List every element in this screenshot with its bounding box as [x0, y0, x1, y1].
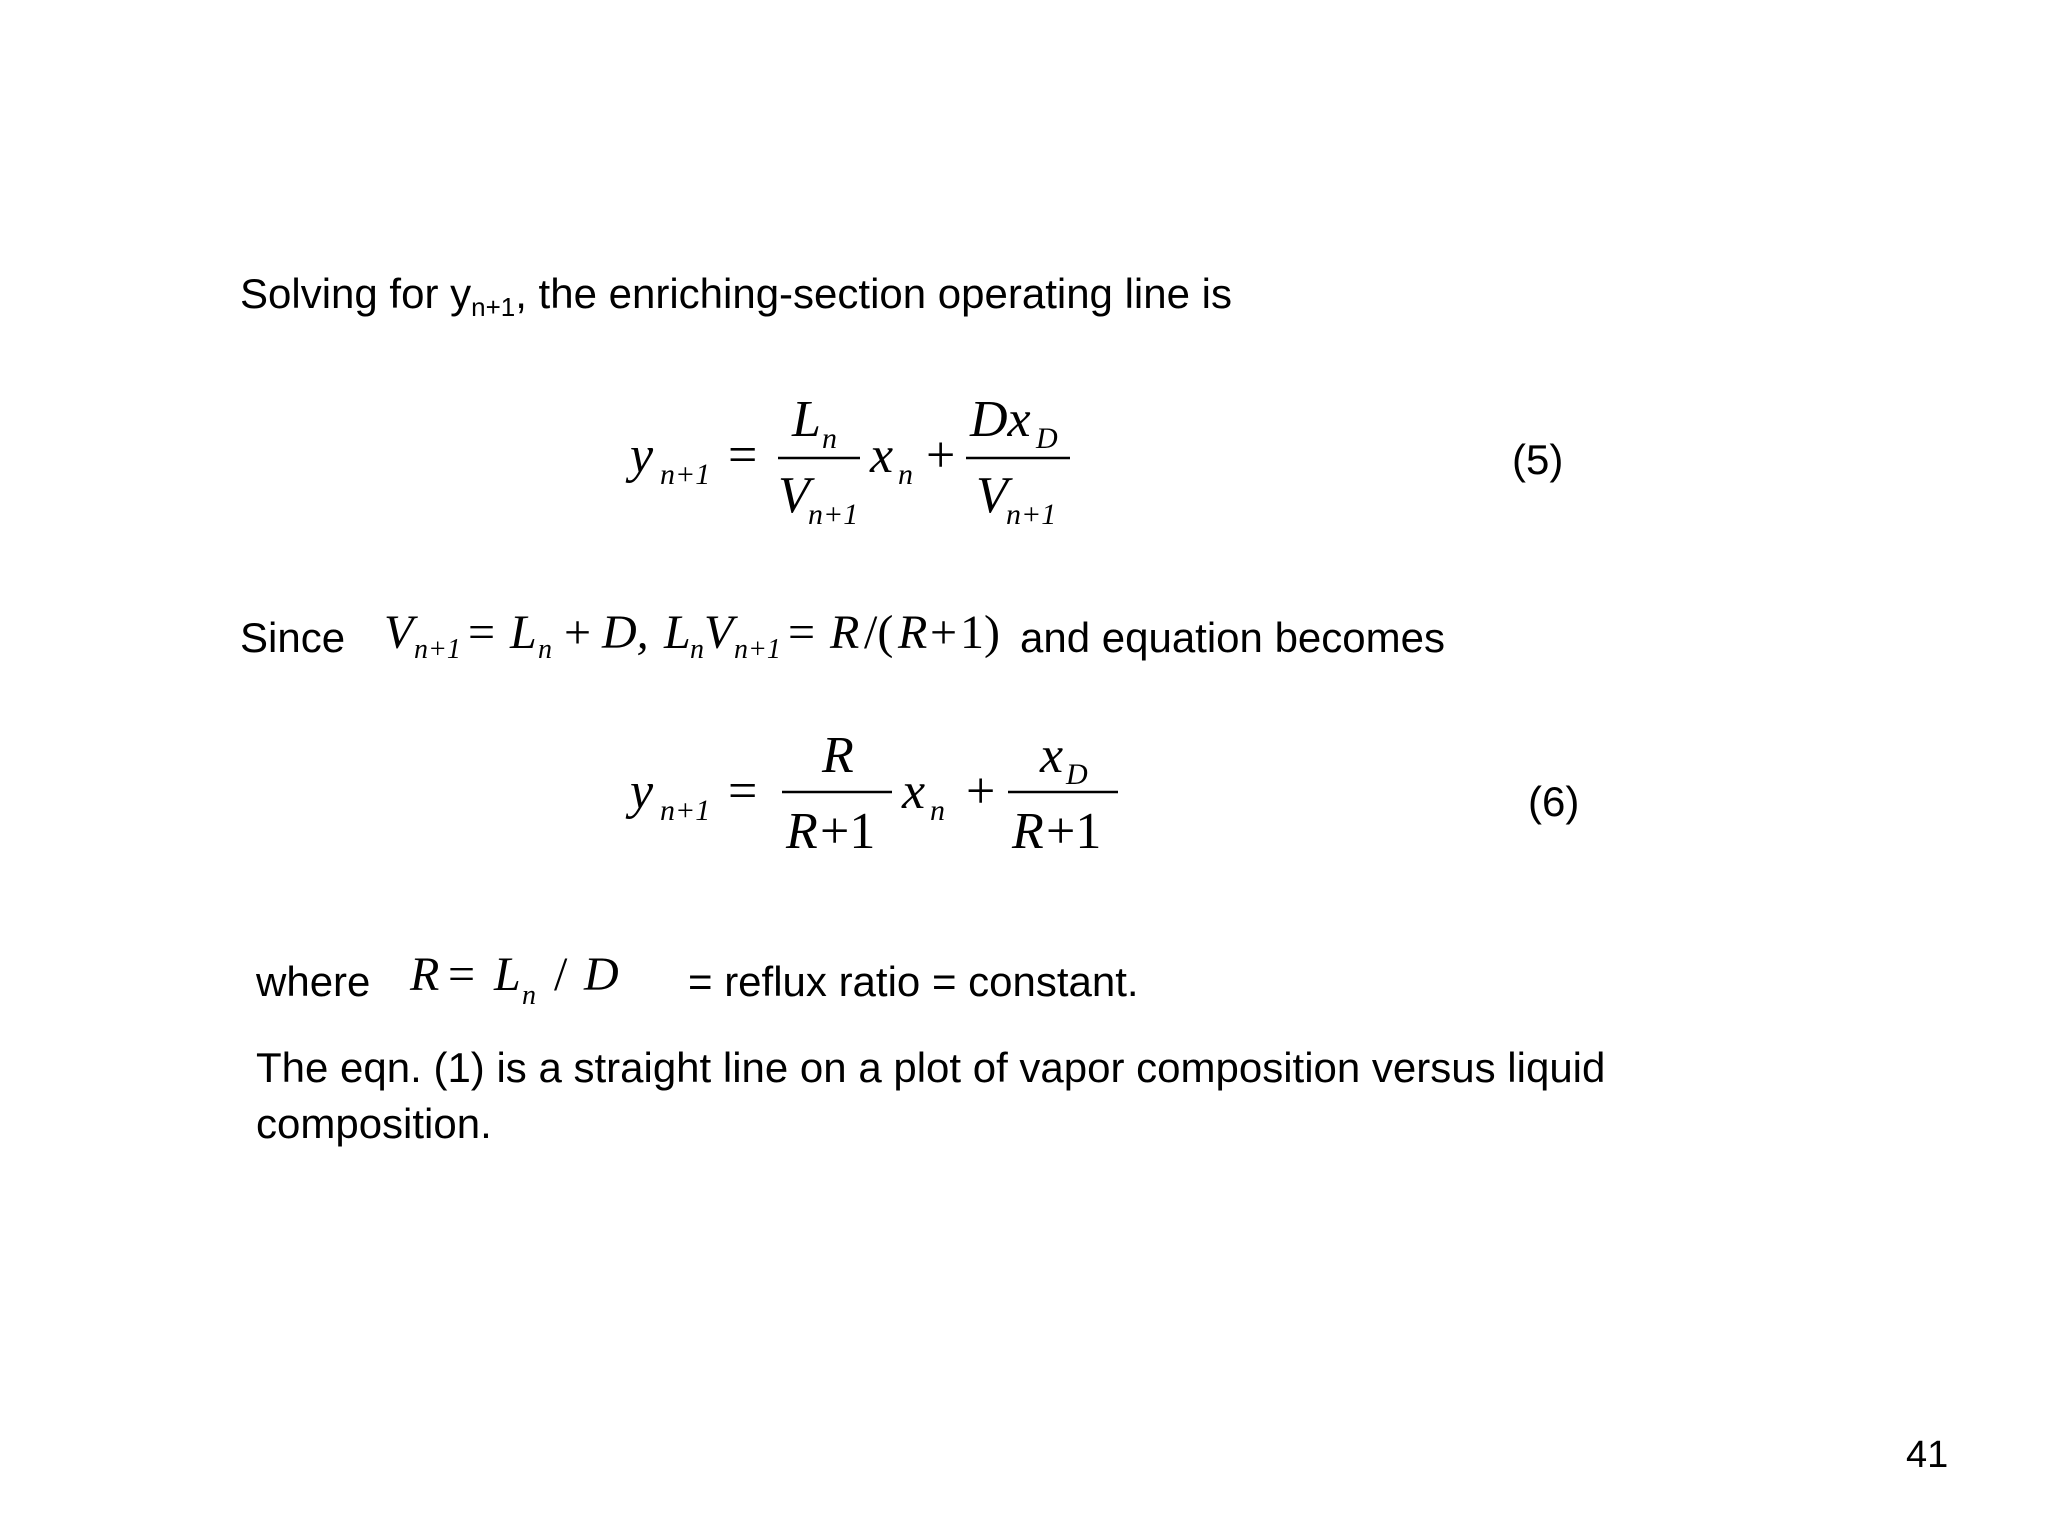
intro-text-after: , the enriching-section operating line is	[515, 270, 1232, 317]
where-d: D	[584, 948, 619, 1001]
eq5-frac1-den-var: V	[778, 467, 810, 524]
eq6-mid-sub: n	[930, 794, 945, 827]
intro-subscript: n+1	[471, 292, 516, 322]
eq5-frac2-den-var: V	[976, 467, 1008, 524]
eq5-plus: +	[926, 427, 956, 484]
eq5-mid-var: x	[870, 427, 894, 484]
since-l: L	[510, 606, 537, 659]
where-text-after: = reflux ratio = constant.	[688, 958, 1139, 1005]
since-equation	[384, 596, 1024, 676]
page-number: 41	[1906, 1434, 1949, 1476]
eq5-lhs-sub: n+1	[660, 458, 711, 491]
since-plus-2: +	[930, 606, 958, 659]
since-one-paren: 1)	[960, 606, 1000, 659]
eq6-frac2-num-sub: D	[1066, 758, 1088, 791]
where-equation	[410, 938, 670, 1018]
since-text-after: and equation becomes	[1020, 614, 1445, 661]
since-v-sub: n+1	[414, 634, 461, 665]
since-v2: V	[704, 606, 734, 659]
since-slash-paren: /(	[864, 606, 894, 659]
eq5-mid-sub: n	[898, 458, 913, 491]
eq5-frac1-num-sub: n	[822, 422, 837, 455]
eq6-number: (6)	[1528, 778, 1580, 825]
since-r1: R	[830, 606, 860, 659]
since-l2: L	[664, 606, 691, 659]
since-plus-1: +	[564, 606, 592, 659]
since-v: V	[384, 606, 414, 659]
since-l-sub: n	[538, 634, 552, 665]
eq6-frac2-den-rest: +1	[1046, 803, 1102, 860]
eq6-frac1-num: R	[822, 727, 854, 784]
equation-5	[630, 390, 1130, 540]
eq6-frac1-den-rest: +1	[820, 803, 876, 860]
since-d: D,	[602, 606, 649, 659]
where-label: where	[256, 958, 371, 1005]
since-equals-1: =	[468, 606, 496, 659]
eq5-frac1-den-sub: n+1	[808, 498, 859, 531]
note-paragraph: The eqn. (1) is a straight line on a plot of vapor composition versus liquid composition.	[256, 1044, 1606, 1147]
since-l2-sub: n	[690, 634, 704, 665]
since-equals-2: =	[788, 606, 816, 659]
since-v2-sub: n+1	[734, 634, 781, 665]
since-label: Since	[240, 614, 346, 661]
equation-6	[630, 726, 1190, 876]
where-equals: =	[448, 948, 476, 1001]
eq6-equals: =	[728, 763, 758, 820]
where-slash: /	[554, 948, 568, 1001]
where-l-sub: n	[522, 980, 536, 1011]
eq6-plus: +	[966, 763, 996, 820]
eq6-frac2-num-var: x	[1040, 727, 1064, 784]
eq5-frac2-num-var: Dx	[970, 391, 1031, 448]
intro-text-before: Solving for y	[240, 270, 472, 317]
eq5-equals: =	[728, 427, 758, 484]
eq6-lhs-var: y	[630, 763, 654, 820]
where-r: R	[410, 948, 440, 1001]
eq5-number: (5)	[1512, 436, 1564, 483]
eq6-frac1-den-var: R	[786, 803, 818, 860]
eq6-lhs-sub: n+1	[660, 794, 711, 827]
eq5-frac1-num-var: L	[792, 391, 821, 448]
eq5-lhs-var: y	[630, 427, 654, 484]
eq5-frac2-den-sub: n+1	[1006, 498, 1057, 531]
eq5-frac2-num-sub: D	[1036, 422, 1058, 455]
where-l: L	[494, 948, 521, 1001]
eq6-mid-var: x	[902, 763, 926, 820]
intro-line	[240, 270, 1232, 322]
eq6-frac2-den-var: R	[1012, 803, 1044, 860]
since-r2: R	[898, 606, 928, 659]
